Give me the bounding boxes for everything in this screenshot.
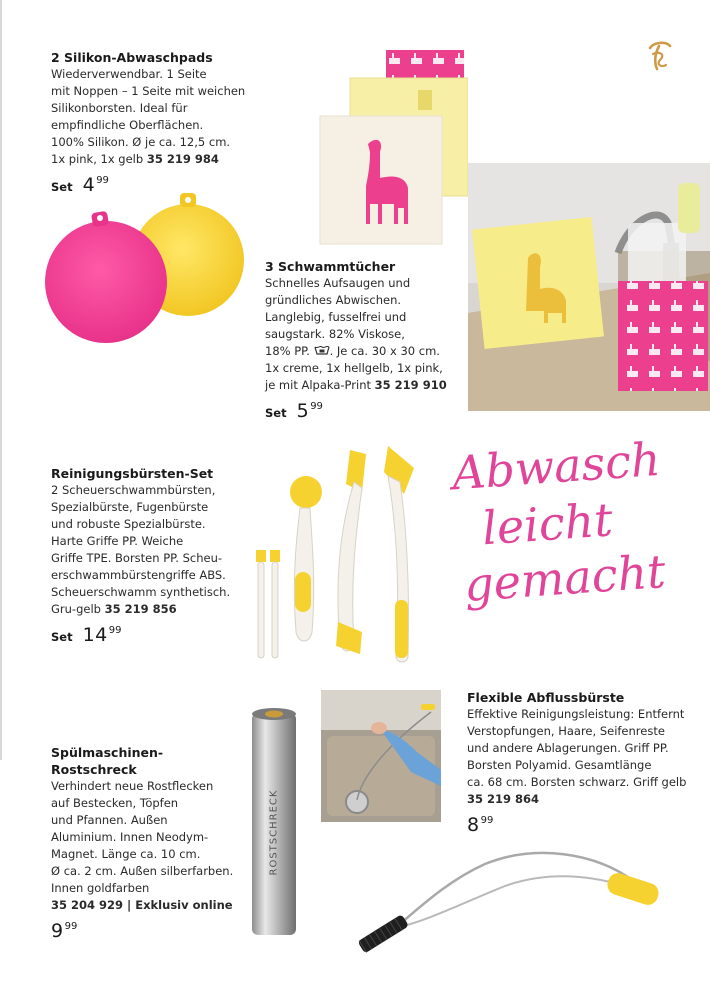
desc-line: Effektive Reinigungsleistung: Entfernt [467,707,685,721]
price-cents: 99 [108,625,122,636]
online-exclusive-note: Exklusiv online [135,898,233,912]
price-cents: 99 [310,401,323,412]
separator: | [127,898,132,912]
kitchen-sink-photo [468,163,710,411]
product-cloths [265,258,465,422]
desc-line: erschwammbürstengriffe ABS. [51,568,226,582]
desc-line: Harte Griffe PP. Weiche [51,534,184,548]
rust-stopper-image [250,705,298,940]
wash-symbol-icon [314,345,330,356]
product-description [265,275,465,394]
set-label: Set [51,180,73,194]
product-drain-brush [467,689,707,836]
price-euros: 4 [82,174,96,196]
headline-line-2: leicht [480,492,615,556]
desc-line: und Pfannen. Außen [51,813,168,827]
product-title-line-2: Rostschreck [51,762,137,777]
product-title: Reinigungsbürsten-Set [51,466,214,481]
color-variants: 1x pink, 1x gelb [51,152,144,166]
price-euros: 5 [296,400,310,422]
desc-line [51,601,266,618]
article-number: 35 219 984 [146,152,219,166]
desc-line: ca. 68 cm. Borsten schwarz. Griff gelb [467,775,687,789]
desc-line: Aluminium. Innen Neodym- [51,830,209,844]
desc-line: Langlebig, fusselfrei und [265,310,407,324]
product-title: 3 Schwammtücher [265,259,396,274]
cylinder-print-text: ROSTSCHRECK [268,789,280,875]
desc-line: und robuste Spezialbürste. [51,517,206,531]
headline-line-3: gemacht [462,544,668,612]
product-description [51,482,266,618]
desc-text: je mit Alpaka-Print [265,378,372,392]
desc-line: Verhindert neue Rostflecken [51,779,214,793]
price-cents: 99 [96,175,109,186]
desc-text: . Je ca. 30 x 30 cm. [329,344,440,358]
desc-line: empfindliche Oberflächen. [51,118,204,132]
price-euros: 9 [51,920,64,942]
desc-line: Wiederverwendbar. 1 Seite [51,67,207,81]
desc-line [265,343,465,360]
desc-line: Schnelles Aufsaugen und [265,276,411,290]
article-number: 35 219 864 [467,792,540,806]
product-rust-stopper [51,744,251,942]
article-number: 35 204 929 [51,898,124,912]
headline-line-1: Abwasch [450,431,663,501]
color-variants: Gru-gelb [51,602,101,616]
product-description [51,778,251,914]
price [467,814,707,836]
product-brushes [51,465,266,646]
product-title: Flexible Abflussbürste [467,690,625,705]
price [51,624,266,646]
set-label: Set [51,630,73,644]
tchibo-logo-icon [644,38,674,72]
price-cents: 99 [64,921,78,932]
article-number: 35 219 910 [374,378,447,392]
product-description [51,66,266,168]
desc-line: Borsten Polyamid. Gesamtlänge [467,758,652,772]
desc-line: Verstopfungen, Haare, Seifenreste [467,724,665,738]
desc-line: Innen goldfarben [51,881,150,895]
headline [450,431,668,612]
desc-line: Ø ca. 2 cm. Außen silberfarben. [51,864,234,878]
desc-text: 18% PP. [265,344,310,358]
cylinder-label [248,789,300,875]
desc-line: Spezialbürste, Fugenbürste [51,500,209,514]
desc-line: 1x creme, 1x hellgelb, 1x pink, [265,361,443,375]
price-cents: 99 [480,815,494,826]
desc-line: auf Bestecken, Töpfen [51,796,179,810]
desc-line [51,151,266,168]
desc-line: 100% Silikon. Ø je ca. 12,5 cm. [51,135,231,149]
desc-line: Magnet. Länge ca. 10 cm. [51,847,201,861]
desc-line [265,377,465,394]
price [265,400,465,422]
sponge-cloths-image [318,48,468,248]
set-label: Set [265,406,287,420]
desc-line: mit Noppen – 1 Seite mit weichen [51,84,246,98]
desc-line: gründliches Abwischen. [265,293,402,307]
silicone-pads-image [36,190,256,350]
product-title: 2 Silikon-Abwaschpads [51,50,213,65]
price [51,920,251,942]
article-number: 35 219 856 [104,602,177,616]
drain-photo [321,690,441,822]
drain-brush-image [345,842,665,958]
desc-line: saugstark. 82% Viskose, [265,327,405,341]
product-description [467,706,707,808]
desc-line: Griffe TPE. Borsten PP. Scheu- [51,551,223,565]
desc-line: Silikonborsten. Ideal für [51,101,188,115]
desc-line [51,897,251,914]
desc-line: Scheuerschwamm synthetisch. [51,585,231,599]
product-title-line-1: Spülmaschinen- [51,745,164,760]
cleaning-brushes-image [238,432,438,668]
desc-line: und andere Ablagerungen. Griff PP. [467,741,669,755]
price-euros: 14 [82,624,108,646]
desc-line: 2 Scheuerschwammbürsten, [51,483,216,497]
page-edge-rule [0,0,2,760]
price-euros: 8 [467,814,480,836]
product-pads [51,49,266,196]
